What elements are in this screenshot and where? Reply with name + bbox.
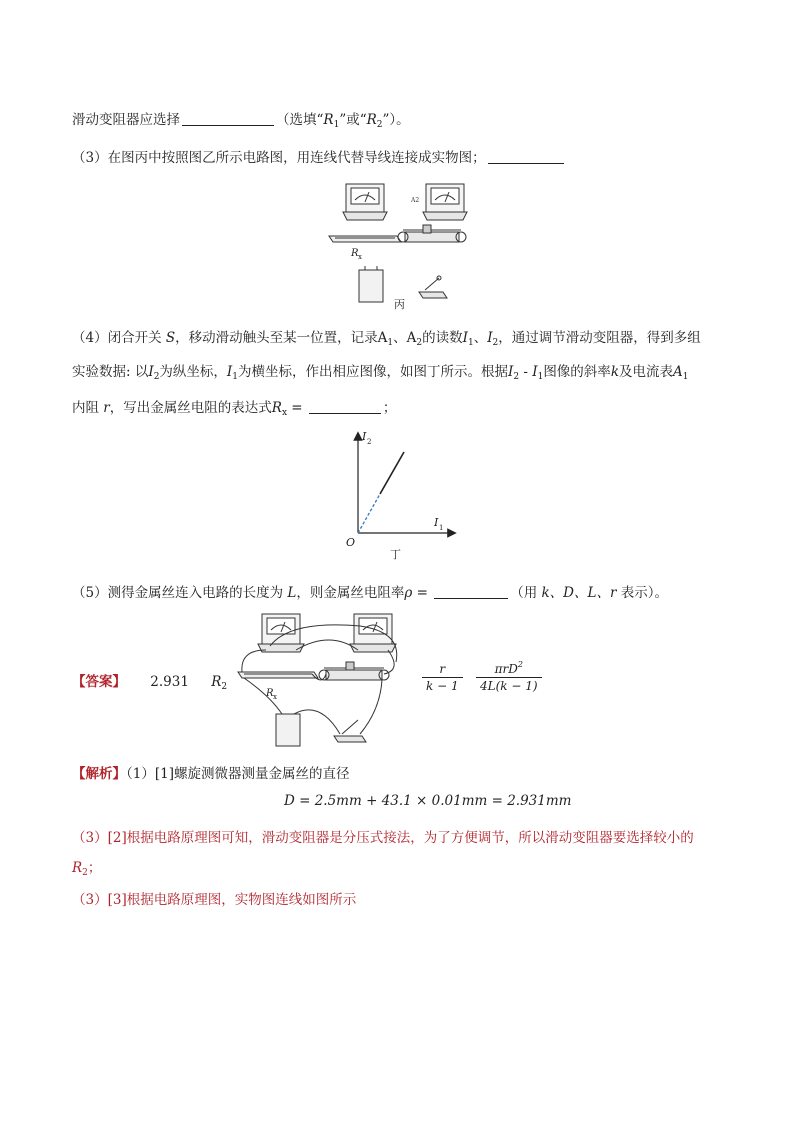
text: 实验数据: 以 [72, 364, 149, 380]
subscript: 1 [232, 372, 238, 382]
question-line-4 [72, 360, 688, 382]
symbol: r [103, 400, 110, 416]
answer-blank [309, 399, 381, 414]
text: 及电流表 [619, 364, 673, 380]
symbol-list: k、D、L、r [541, 585, 617, 601]
equation: D = 2.5mm + 43.1 × 0.01mm = 2.931mm [284, 793, 572, 809]
symbol: I [487, 330, 493, 346]
y-axis-label: I [362, 430, 367, 443]
figure-caption-bing: 丙 [394, 298, 405, 310]
question-line-5 [72, 396, 396, 418]
answer-blank [182, 111, 274, 126]
text: = [287, 400, 307, 416]
text: 为横坐标，作出相应图像，如图丁所示。根据 [238, 364, 508, 380]
extrapolated-line [358, 494, 380, 533]
text: （5）测得金属丝连入电路的长度为 [72, 585, 288, 601]
question-line-6 [72, 581, 668, 601]
fraction-denominator: 4L(k − 1) [476, 677, 542, 693]
subscript: 2 [221, 682, 228, 692]
text: （1）[1]螺旋测微器测量金属丝的直径 [126, 766, 350, 782]
text: ； [87, 860, 102, 876]
symbol: R [72, 860, 83, 876]
symbol: A [673, 364, 683, 380]
subscript: 1 [537, 372, 544, 382]
analysis-label: 【解析】 [72, 766, 126, 782]
text: 、 [473, 330, 488, 346]
subscript: 2 [416, 338, 423, 348]
subscript: 1 [467, 338, 474, 348]
text: （选填“ [276, 112, 324, 128]
symbol: I [148, 364, 154, 380]
text: 为纵坐标， [159, 364, 227, 380]
analysis-equation [284, 793, 571, 809]
answer-blank [434, 584, 508, 599]
answer-fraction-2 [476, 660, 542, 693]
apparatus-figure-bing [325, 180, 475, 310]
text: ，移动滑动触头至某一位置，记录 [175, 330, 378, 346]
text: 的读数 [422, 330, 463, 346]
symbol: S [165, 330, 176, 346]
answer-wiring-figure [230, 610, 410, 750]
question-line-1 [72, 108, 410, 130]
graph-figure-ding [340, 428, 460, 563]
symbol: L [287, 585, 297, 601]
subscript: 1 [682, 372, 689, 382]
symbol: I [508, 364, 514, 380]
x-axis-label: I [434, 516, 439, 529]
x-axis-subscript: 1 [439, 524, 444, 532]
analysis-line-2b [72, 856, 101, 878]
symbol: k [610, 364, 619, 380]
symbol: I [462, 330, 468, 346]
rx-label: R [351, 248, 359, 259]
text: 、 [393, 330, 407, 346]
text: - [519, 364, 533, 380]
analysis-line-2 [72, 826, 694, 846]
fraction-numerator: πrD [494, 662, 518, 676]
symbol: R [323, 112, 334, 128]
subscript: 2 [376, 120, 383, 130]
symbol: A [406, 330, 417, 346]
figure-caption-ding: 丁 [390, 548, 401, 561]
subscript: x [281, 408, 288, 418]
text: 滑动变阻器应选择 [72, 112, 180, 128]
analysis-line-3 [72, 888, 356, 908]
superscript: 2 [517, 660, 523, 669]
subscript: 2 [153, 372, 160, 382]
origin-label: O [346, 536, 356, 549]
subscript: 1 [387, 338, 394, 348]
answer-value-2: R [211, 674, 222, 690]
answer-row [72, 670, 227, 692]
rx-subscript: x [273, 693, 277, 701]
text: ”）。 [382, 112, 410, 128]
meter-label-a2: A2 [411, 197, 420, 204]
question-line-3 [72, 326, 701, 348]
answer-blank [488, 149, 564, 164]
text: （3）[3]根据电路原理图，实物图连线如图所示 [72, 892, 357, 908]
y-axis-subscript: 2 [367, 438, 372, 446]
subscript: 1 [333, 120, 340, 130]
fraction-denominator: k − 1 [422, 677, 463, 693]
symbol: A [377, 330, 388, 346]
symbol: ρ [404, 585, 413, 601]
subscript: 2 [513, 372, 520, 382]
rx-subscript: x [358, 253, 362, 261]
text: ，写出金属丝电阻的表达式 [109, 400, 272, 416]
text: 图像的斜率 [543, 364, 611, 380]
symbol: R [366, 112, 377, 128]
data-line [380, 452, 404, 494]
text: ，则金属丝电阻率 [296, 585, 405, 601]
symbol: R [271, 400, 282, 416]
symbol: I [532, 364, 538, 380]
answer-label: 【答案】 [72, 674, 126, 690]
text: （3）[2]根据电路原理图可知，滑动变阻器是分压式接法，为了方便调节，所以滑动变阻器要选择较小的 [72, 830, 694, 846]
text: （3）在图丙中按照图乙所示电路图，用连线代替导线连接成实物图； [72, 150, 486, 166]
rx-label: R [266, 688, 274, 699]
answer-value-1: 2.931 [150, 674, 189, 690]
answer-fraction-1 [422, 662, 463, 693]
text: 内阻 [72, 400, 104, 416]
subscript: 2 [82, 868, 88, 878]
text: （用 [510, 585, 542, 601]
text: （4）闭合开关 [72, 330, 166, 346]
text: ”或“ [339, 112, 367, 128]
fraction-numerator: r [439, 662, 446, 676]
text: ，通过调节滑动变阻器，得到多组 [498, 330, 701, 346]
text: 表示）。 [616, 585, 668, 601]
question-line-2 [72, 146, 566, 166]
analysis-line-1 [72, 762, 349, 782]
subscript: 2 [492, 338, 499, 348]
text: = [412, 585, 433, 601]
text: ； [382, 400, 397, 416]
symbol: I [226, 364, 233, 380]
